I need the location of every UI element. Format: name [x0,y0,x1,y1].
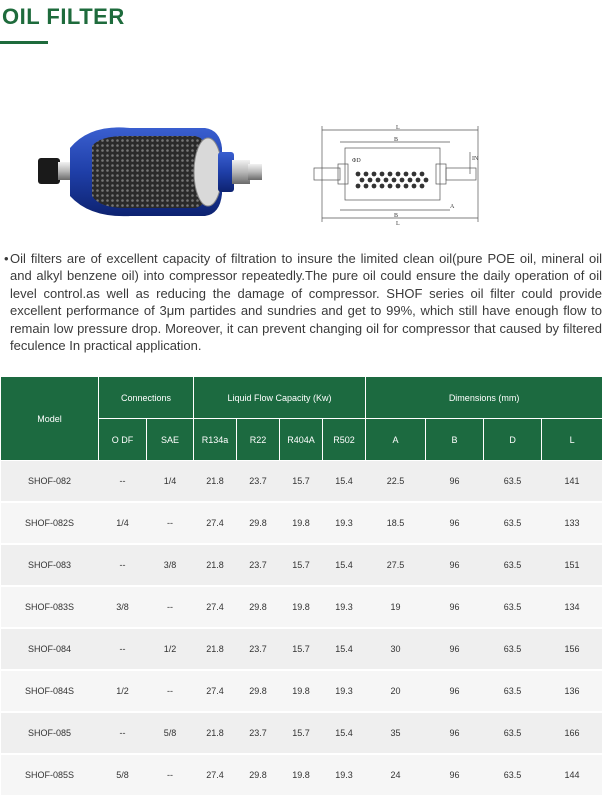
model-cell: SHOF-085 [1,712,99,754]
table-row [1,628,602,670]
table-cell: 19.8 [280,502,323,544]
dim-label-a: A [450,204,455,210]
table-cell: 5/8 [99,754,147,796]
table-cell: 27.4 [194,502,237,544]
table-cell: 27.4 [194,586,237,628]
table-cell: 96 [426,754,484,796]
table-cell: -- [99,461,147,503]
col-header-sae: SAE [147,419,194,461]
col-header-l: L [542,419,602,461]
table-cell: 96 [426,502,484,544]
table-cell: 15.4 [323,628,366,670]
model-cell: SHOF-084 [1,628,99,670]
table-cell: 23.7 [237,712,280,754]
table-row [1,712,602,754]
page-title: OIL FILTER [2,4,125,29]
table-cell: 29.8 [237,670,280,712]
table-cell: -- [99,712,147,754]
table-cell: 35 [366,712,426,754]
table-cell: -- [147,586,194,628]
capacity-header: Liquid Flow Capacity (Kw) [194,377,366,419]
table-cell: 96 [426,670,484,712]
dim-label-l: L [396,125,400,131]
table-cell: 21.8 [194,628,237,670]
model-cell: SHOF-083 [1,544,99,586]
table-cell: 27.5 [366,544,426,586]
table-cell: 23.7 [237,544,280,586]
model-cell: SHOF-083S [1,586,99,628]
table-cell: 63.5 [484,628,542,670]
table-cell: -- [99,628,147,670]
table-cell: 3/8 [99,586,147,628]
model-cell: SHOF-082 [1,461,99,503]
table-cell: 141 [542,461,602,503]
dim-label-b-bottom: B [394,213,399,219]
dim-label-l-bottom: L [396,221,400,227]
model-cell: SHOF-082S [1,502,99,544]
table-cell: 15.7 [280,461,323,503]
table-cell: 18.5 [366,502,426,544]
col-header-r404a: R404A [280,419,323,461]
bullet-marker: • [4,251,9,266]
dimensions-header: Dimensions (mm) [366,377,602,419]
table-cell: 15.4 [323,461,366,503]
col-header-d: D [484,419,542,461]
table-cell: 96 [426,712,484,754]
table-cell: 19.3 [323,502,366,544]
table-cell: 134 [542,586,602,628]
model-cell: SHOF-084S [1,670,99,712]
table-cell: 63.5 [484,502,542,544]
table-row [1,670,602,712]
dimension-drawing [300,122,500,227]
table-cell: 63.5 [484,544,542,586]
title-underline [0,41,48,44]
col-header-odf: O DF [99,419,147,461]
table-row [1,544,602,586]
table-cell: 30 [366,628,426,670]
table-cell: 15.7 [280,544,323,586]
table-cell: 1/4 [99,502,147,544]
table-cell: -- [147,670,194,712]
table-cell: 63.5 [484,670,542,712]
table-cell: 21.8 [194,461,237,503]
intro-paragraph [2,250,602,354]
table-cell: 22.5 [366,461,426,503]
col-header-b: B [426,419,484,461]
spec-table [0,376,602,797]
table-cell: 63.5 [484,712,542,754]
table-cell: -- [99,544,147,586]
table-cell: 19.3 [323,670,366,712]
col-header-r22: R22 [237,419,280,461]
table-cell: 3/8 [147,544,194,586]
table-cell: 23.7 [237,628,280,670]
table-cell: 96 [426,461,484,503]
table-cell: 19.8 [280,586,323,628]
intro-text: Oil filters are of excellent capacity of filtration to insure the limited clean oil(pure POE oil, mineral oil and alkyl benzene oil) into compressor repeatedly.The pure oil could ensure the daily operation of oil level control.as well as reducing the damage of compressor. SHOF series oil filter could provide excellent performance of 3μm partides and sundries and get to 99%, which still have enough flow to remain low pressure drop. Moreover, it can prevent changing oil for compressor that caused by filtered feculence In practical application. [10,251,602,354]
table-row [1,586,602,628]
table-cell: 19 [366,586,426,628]
table-cell: 5/8 [147,712,194,754]
col-header-a: A [366,419,426,461]
connections-header: Connections [99,377,194,419]
table-cell: 15.4 [323,712,366,754]
spec-table-body [1,461,602,797]
table-cell: 1/4 [147,461,194,503]
table-cell: 21.8 [194,544,237,586]
table-cell: 63.5 [484,754,542,796]
dim-label-in: IN [472,156,479,162]
table-row [1,461,602,503]
table-row [1,754,602,796]
oil-filter-photo [30,118,270,228]
table-row [1,502,602,544]
table-cell: 27.4 [194,670,237,712]
col-header-r502: R502 [323,419,366,461]
table-cell: 166 [542,712,602,754]
table-cell: 19.3 [323,754,366,796]
table-cell: 96 [426,628,484,670]
table-cell: 96 [426,544,484,586]
table-cell: 1/2 [99,670,147,712]
table-cell: 24 [366,754,426,796]
table-cell: 15.7 [280,712,323,754]
table-cell: 29.8 [237,586,280,628]
table-cell: 27.4 [194,754,237,796]
model-cell: SHOF-085S [1,754,99,796]
table-cell: 151 [542,544,602,586]
table-cell: 15.4 [323,544,366,586]
table-cell: 63.5 [484,586,542,628]
table-cell: 29.8 [237,754,280,796]
table-cell: 21.8 [194,712,237,754]
table-cell: 156 [542,628,602,670]
table-cell: 20 [366,670,426,712]
table-cell: 19.8 [280,670,323,712]
table-cell: 15.7 [280,628,323,670]
model-header: Model [1,377,99,461]
table-cell: 1/2 [147,628,194,670]
table-cell: 63.5 [484,461,542,503]
table-cell: 133 [542,502,602,544]
col-header-r134a: R134a [194,419,237,461]
table-cell: 23.7 [237,461,280,503]
table-cell: -- [147,502,194,544]
table-cell: 19.3 [323,586,366,628]
table-cell: 29.8 [237,502,280,544]
table-cell: 136 [542,670,602,712]
table-cell: 144 [542,754,602,796]
dim-label-b: B [394,137,399,143]
table-cell: -- [147,754,194,796]
table-cell: 19.8 [280,754,323,796]
dim-label-d: ΦD [352,158,361,164]
table-cell: 96 [426,586,484,628]
